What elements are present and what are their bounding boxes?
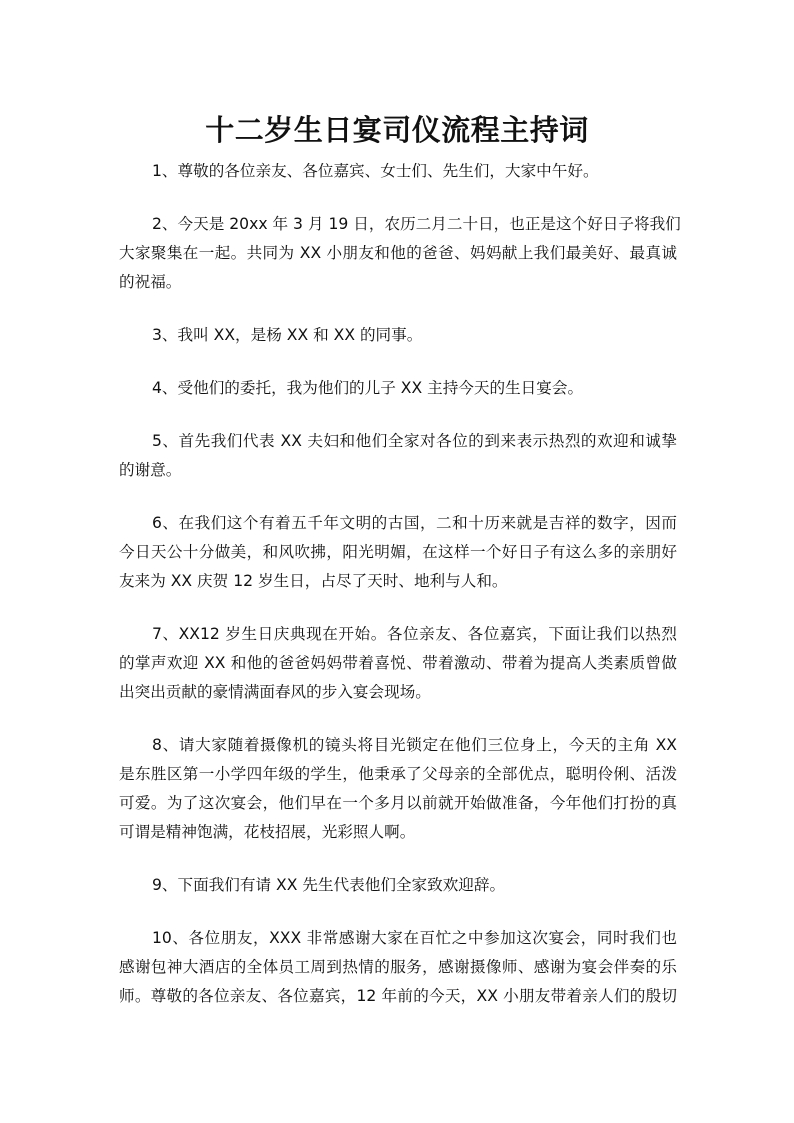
paragraph-line: 7、XX12 岁生日庆典现在开始。各位亲友、各位嘉宾，下面让我们以热烈 xyxy=(152,625,677,643)
paragraph-line: 今日天公十分做美，和风吹拂，阳光明媚，在这样一个好日子有这么多的亲朋好 xyxy=(119,543,677,561)
paragraph-2 xyxy=(119,210,681,297)
paragraph-1 xyxy=(119,157,677,186)
paragraph-4 xyxy=(119,374,677,403)
paragraph-line: 1、尊敬的各位亲友、各位嘉宾、女士们、先生们，大家中午好。 xyxy=(152,162,599,180)
paragraph-9 xyxy=(119,871,677,900)
document-title: 十二岁生日宴司仪流程主持词 xyxy=(205,113,589,147)
paragraph-7 xyxy=(119,620,677,707)
paragraph-line: 大家聚集在一起。共同为 XX 小朋友和他的爸爸、妈妈献上我们最美好、最真诚 xyxy=(119,244,677,262)
paragraph-3 xyxy=(119,321,677,350)
paragraph-5 xyxy=(119,427,677,485)
paragraph-line: 3、我叫 XX，是杨 XX 和 XX 的同事。 xyxy=(152,326,423,344)
paragraph-line: 6、在我们这个有着五千年文明的古国，二和十历来就是吉祥的数字，因而 xyxy=(152,514,677,532)
document-body xyxy=(119,157,681,1035)
paragraph-line: 4、受他们的委托，我为他们的儿子 XX 主持今天的生日宴会。 xyxy=(152,379,584,397)
paragraph-line: 的谢意。 xyxy=(119,461,182,479)
paragraph-line: 的掌声欢迎 XX 和他的爸爸妈妈带着喜悦、带着激动、带着为提高人类素质曾做 xyxy=(119,654,677,672)
paragraph-line: 友来为 XX 庆贺 12 岁生日，占尽了天时、地利与人和。 xyxy=(119,572,508,590)
paragraph-line: 出突出贡献的豪情满面春风的步入宴会现场。 xyxy=(119,683,431,701)
paragraph-8 xyxy=(119,731,677,847)
paragraph-line: 可谓是精神饱满，花枝招展，光彩照人啊。 xyxy=(119,823,416,841)
paragraph-line: 2、今天是 20xx 年 3 月 19 日，农历二月二十日，也正是这个好日子将我们 xyxy=(152,215,681,233)
paragraph-line: 师。尊敬的各位亲友、各位嘉宾，12 年前的今天，XX 小朋友带着亲人们的殷切 xyxy=(119,987,677,1005)
paragraph-line: 可爱。为了这次宴会，他们早在一个多月以前就开始做准备，今年他们打扮的真 xyxy=(119,794,677,812)
paragraph-line: 10、各位朋友，XXX 非常感谢大家在百忙之中参加这次宴会，同时我们也 xyxy=(152,929,677,947)
paragraph-line: 9、下面我们有请 XX 先生代表他们全家致欢迎辞。 xyxy=(152,876,506,894)
paragraph-line: 是东胜区第一小学四年级的学生，他秉承了父母亲的全部优点，聪明伶俐、活泼 xyxy=(119,765,677,783)
paragraph-line: 感谢包神大酒店的全体员工周到热情的服务，感谢摄像师、感谢为宴会伴奏的乐 xyxy=(119,958,677,976)
paragraph-line: 8、请大家随着摄像机的镜头将目光锁定在他们三位身上，今天的主角 XX xyxy=(152,736,677,754)
paragraph-6 xyxy=(119,509,677,596)
paragraph-line: 5、首先我们代表 XX 夫妇和他们全家对各位的到来表示热烈的欢迎和诚挚 xyxy=(152,432,677,450)
paragraph-line: 的祝福。 xyxy=(119,273,182,291)
paragraph-10 xyxy=(119,924,677,1011)
